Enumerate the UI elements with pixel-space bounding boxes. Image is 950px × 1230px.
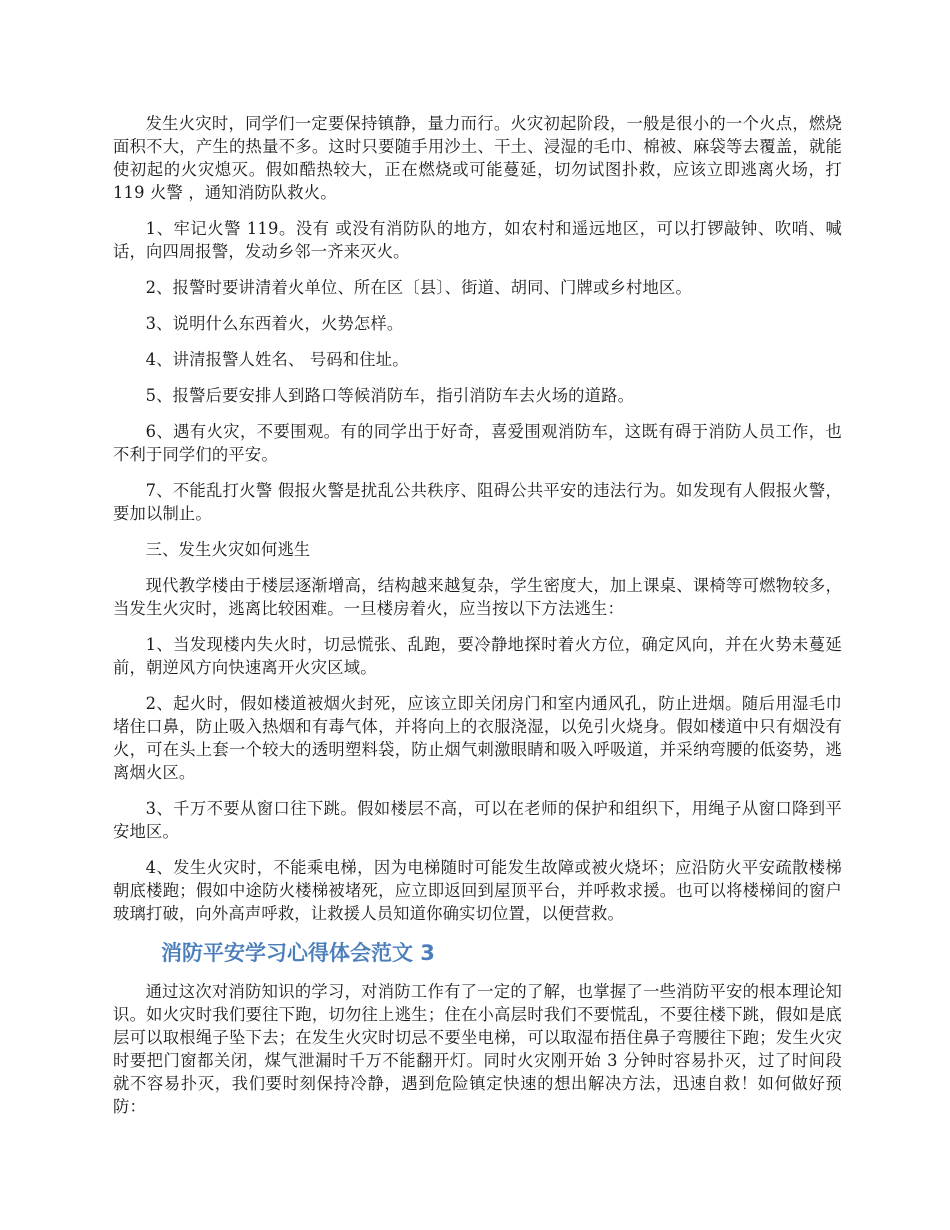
subsection-title-escape: 三、发生火灾如何逃生 xyxy=(145,540,311,559)
paragraph-escape-intro: 现代教学楼由于楼层逐渐增高，结构越来越复杂，学生密度大，加上课桌、课椅等可燃物较多，当发生火灾时，逃离比较困难。一旦楼房着火，应当按以下方法逃生： xyxy=(113,576,842,618)
paragraph-escape-2: 2、起火时，假如楼道被烟火封死，应该立即关闭房门和室内通风孔，防止进烟。随后用湿毛巾堵住口鼻，防止吸入热烟和有毒气体，并将向上的衣服浇湿，以免引火烧身。假如楼道中只有烟没有火，可在头上套一个较大的透明塑料袋，防止烟气刺激眼睛和吸入呼吸道，并采纳弯腰的低姿势，逃离烟火区。 xyxy=(113,694,842,782)
paragraph-item-5: 5、报警后要安排人到路口等候消防车，指引消防车去火场的道路。 xyxy=(145,386,635,405)
paragraph-item-6: 6、遇有火灾，不要围观。有的同学出于好奇，喜爱围观消防车，这既有碍于消防人员工作，也不利于同学们的平安。 xyxy=(113,422,842,464)
paragraph-escape-1: 1、当发现楼内失火时，切忌慌张、乱跑，要冷静地探时着火方位，确定风向，并在火势未蔓延前，朝逆风方向快速离开火灾区域。 xyxy=(113,635,842,677)
paragraph-fire-response: 发生火灾时，同学们一定要保持镇静，量力而行。火灾初起阶段，一般是很小的一个火点，燃烧面积不大，产生的热量不多。这时只要随手用沙土、干土、浸湿的毛巾、棉被、麻袋等去覆盖，就能使初起的火灾熄灭。假如酷热较大，正在燃烧或可能蔓延，切勿试图扑救，应该立即逃离火场，打 119 火警 ，通知消防队救火。 xyxy=(113,114,842,202)
paragraph-item-4: 4、讲清报警人姓名、 号码和住址。 xyxy=(145,350,409,369)
paragraph-item-1: 1、牢记火警 119。没有 或没有消防队的地方，如农村和遥远地区，可以打锣敲钟、吹哨、喊话，向四周报警，发动乡邻一齐来灭火。 xyxy=(113,219,842,261)
paragraph-reflection: 通过这次对消防知识的学习，对消防工作有了一定的了解，也掌握了一些消防平安的根本理论知识。如火灾时我们要往下跑，切勿往上逃生；住在小高层时我们不要慌乱，不要往楼下跳，假如是底层可以取根绳子坠下去；在发生火灾时切忌不要坐电梯，可以取湿布捂住鼻子弯腰往下跑；发生火灾时要把门窗都关闭，煤气泄漏时千万不能翻开灯。同时火灾刚开始 3 分钟时容易扑灭，过了时间段就不容易扑灭，我们要时刻保持冷静，遇到危险镇定快速的想出解决方法，迅速自救！如何做好预防： xyxy=(113,982,842,1116)
section-heading: 消防平安学习心得体会范文 3 xyxy=(161,941,435,965)
paragraph-escape-4: 4、发生火灾时，不能乘电梯，因为电梯随时可能发生故障或被火烧坏；应沿防火平安疏散楼梯朝底楼跑；假如中途防火楼梯被堵死，应立即返回到屋顶平台，并呼救求援。也可以将楼梯间的窗户玻璃打破，向外高声呼救，让救援人员知道你确实切位置，以便营救。 xyxy=(113,858,842,923)
paragraph-item-7: 7、不能乱打火警 假报火警是扰乱公共秩序、阻碍公共平安的违法行为。如发现有人假报火警，要加以制止。 xyxy=(113,481,842,523)
paragraph-item-3: 3、说明什么东西着火，火势怎样。 xyxy=(145,314,404,333)
paragraph-escape-3: 3、千万不要从窗口往下跳。假如楼层不高，可以在老师的保护和组织下，用绳子从窗口降到平安地区。 xyxy=(113,799,842,841)
paragraph-item-2: 2、报警时要讲清着火单位、所在区〔县〕、街道、胡同、门牌或乡村地区。 xyxy=(145,278,692,297)
